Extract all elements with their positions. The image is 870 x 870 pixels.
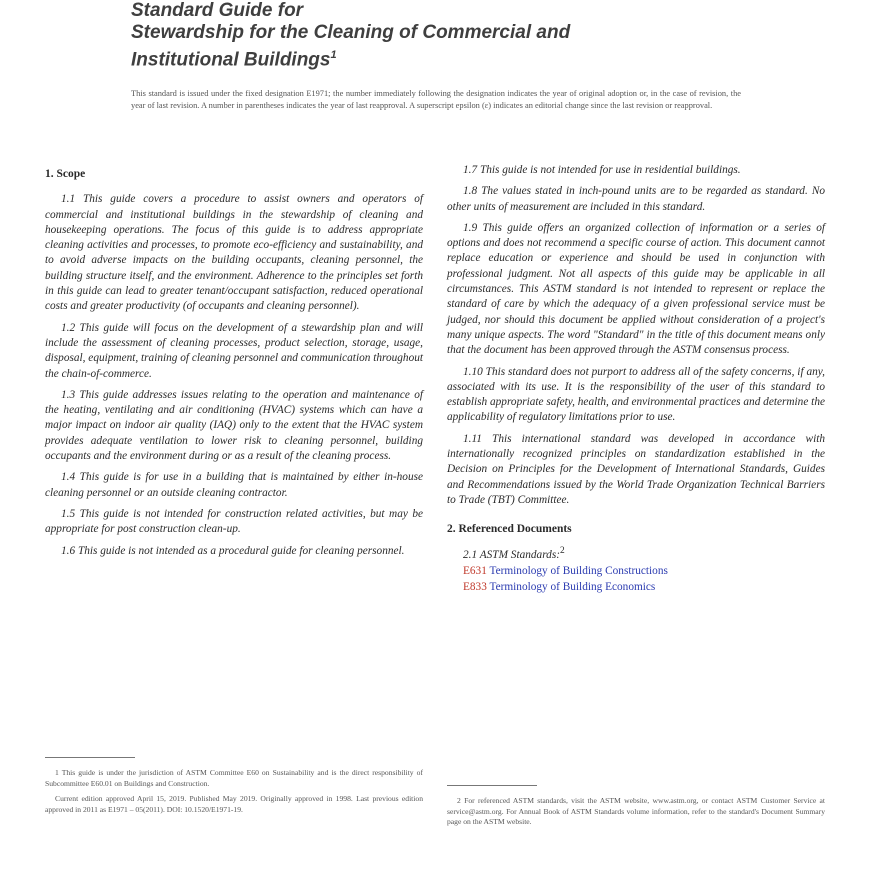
left-column [45, 163, 423, 565]
reference-link-e631[interactable]: Terminology of Building Constructions [489, 564, 668, 577]
paragraph-1-10: 1.10 This standard does not purport to address all of the safety concerns, if any, associated with its use. It is the responsibility of the user of this standard to establish appropriate safety, health, and environmental practices and determine the applicability of regulatory limitations prior to use. [447, 365, 825, 424]
footnote-1-edition: Current edition approved April 15, 2019. Published May 2019. Originally approved in 1998. Last previous edition approved in 2011 as E1971 – 05(2011). DOI: 10.1520/E1971-19. [45, 794, 423, 814]
title-line-1: Standard Guide for [131, 0, 304, 21]
footnote-rule-left [45, 757, 135, 758]
paragraph-1-6: 1.6 This guide is not intended as a procedural guide for cleaning personnel. [61, 544, 405, 557]
paragraph-1-8: 1.8 The values stated in inch-pound units are to be regarded as standard. No other units of measurement are included in this standard. [447, 185, 825, 213]
paragraph-1-1: 1.1 This guide covers a procedure to assist owners and operators of commercial and institutional buildings in the stewardship of cleaning and housekeeping operations. The focus of this guide is to address appropriate cleaning activities and processes, to promote eco-efficiency and sustainability, and to avoid adverse impacts on the building occupants, cleaning personnel, the building structure itself, and the environment. Adherence to the principles set forth in this guide can lead to greater tenant/occupant satisfaction, reduced operational costs and greater productivity (of occupants and cleaning personnel). [45, 193, 423, 313]
reference-link-e833[interactable]: Terminology of Building Economics [489, 580, 656, 593]
section-heading-scope: 1. Scope [45, 168, 86, 180]
title-line-2: Stewardship for the Cleaning of Commercial and [131, 22, 571, 43]
footnote-rule-right [447, 785, 537, 786]
title-footnote-ref: 1 [330, 49, 337, 61]
paragraph-1-4: 1.4 This guide is for use in a building that is maintained by either in-house cleaning personnel or an outside cleaning contractor. [45, 471, 423, 499]
footnote-2-text: 2 For referenced ASTM standards, visit the ASTM website, www.astm.org, or contact ASTM Customer Service at service@astm.org. For Annual Book of ASTM Standards volume information, refer to the standard's Document Summary page on the ASTM website. [447, 796, 825, 826]
reference-e833[interactable] [463, 580, 825, 595]
paragraph-1-9: 1.9 This guide offers an organized collection of information or a series of options and does not recommend a specific course of action. This document cannot replace education or experience and should be used in conjunction with professional judgment. Not all aspects of this guide may be applicable in all circumstances. This ASTM standard is not intended to represent or replace the standard of care by which the adequacy of a given professional service must be judged, nor should this document be applied without consideration of a project's many unique aspects. The word "Standard" in the title of this document means only that the document has been approved through the ASTM consensus process. [447, 221, 825, 357]
paragraph-1-3: 1.3 This guide addresses issues relating to the operation and maintenance of the heating, ventilating and air conditioning (HVAC) systems which can have a major impact on indoor air quality (IAQ) only to the extent that the HVAC system provides adequate ventilation to lower risk to cleaning personnel, building occupants and the environment during or as a result of the cleaning process. [45, 388, 423, 463]
document-title [131, 0, 570, 71]
reference-e631[interactable] [463, 564, 825, 579]
designation-preamble: This standard is issued under the fixed designation E1971; the number immediately following the designation indicates the year of original adoption or, in the case of revision, the year of last revision. A number in parentheses indicates the year of last reapproval. A superscript epsilon (ε) indicates an editorial change since the last revision or reapproval. [131, 89, 741, 110]
section-heading-referenced-documents: 2. Referenced Documents [447, 523, 572, 536]
footnote-ref-2: 2 [559, 545, 565, 556]
referenced-documents-list [447, 544, 825, 596]
paragraph-1-7: 1.7 This guide is not intended for use in residential buildings. [463, 164, 741, 176]
reference-code-e833[interactable]: E833 [463, 580, 487, 593]
footnote-1-jurisdiction: 1 This guide is under the jurisdiction of ASTM Committee E60 on Sustainability and is the direct responsibility of Subcommittee E60.01 on Buildings and Construction. [45, 768, 423, 788]
footnote-2 [447, 796, 825, 833]
title-line-3: Institutional Buildings [131, 49, 331, 71]
astm-standards-label: 2.1 ASTM Standards:$^2$ [463, 545, 565, 561]
paragraph-1-11: 1.11 This international standard was developed in accordance with internationally recognized principles on standardization established in the Decision on Principles for the Development of International Standards, Guides and Recommendations issued by the World Trade Organization Technical Barriers to Trade (TBT) Committee. [447, 432, 825, 506]
footnote-1 [45, 768, 423, 820]
reference-code-e631[interactable]: E631 [463, 564, 487, 577]
paragraph-1-2: 1.2 This guide will focus on the development of a stewardship plan and will include the assessment of cleaning processes, product selection, storage, usage, disposal, equipment, training of cleaning personnel and communication throughout the chain-of-commerce. [45, 321, 423, 380]
paragraph-1-5: 1.5 This guide is not intended for construction related activities, but may be appropriate for post construction clean-up. [45, 507, 423, 536]
right-column [447, 163, 825, 596]
